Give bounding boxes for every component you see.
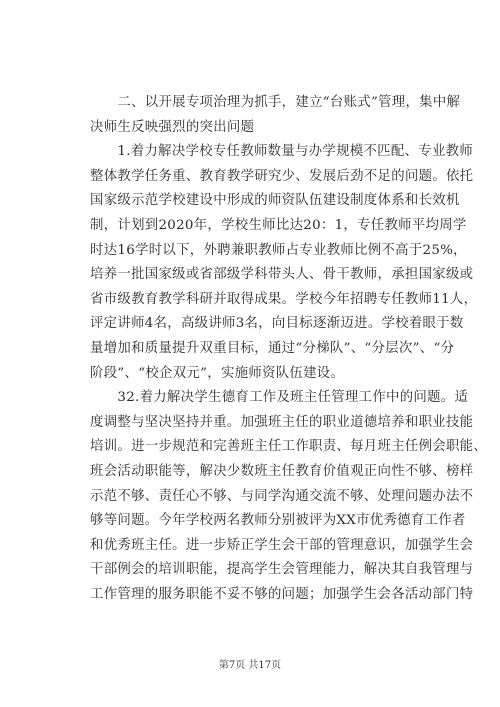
text-line: 评定讲师4名，高级讲师3名，向目标逐渐迈进。学校着眼于数 [90, 316, 464, 332]
paragraph-teachers [90, 140, 478, 386]
text-line: 培训。进一步规范和完善班主任工作职责、每月班主任例会职能、 [90, 439, 488, 455]
text-line: 工作管理的服务职能不妥不够的问题；加强学生会各活动部门特 [90, 586, 474, 602]
text-line: 班会活动职能等，解决少数班主任教育价值观正向性不够、榜样 [90, 463, 474, 479]
text-line: 够等问题。今年学校两名教师分别被评为XX市优秀德育工作者 [90, 513, 466, 529]
text-line: 量增加和质量提升双重目标，通过“分梯队”、“分层次”、“分 [90, 340, 455, 356]
body-text [90, 91, 488, 607]
text-line: 整体教学任务重、教育教学研究少、发展后劲不足的问题。依托 [90, 168, 474, 184]
text-line: 制，计划到2020年，学校生师比达20：1，专任教师平均周学 [90, 217, 467, 233]
text-line: 干部例会的培训职能，提高学生会管理能力，解决其自我管理与 [90, 562, 474, 578]
paragraph-moral-education [90, 386, 488, 607]
text-line: 32.着力解决学生德育工作及班主任管理工作中的问题。适 [90, 390, 469, 406]
text-line: 1.着力解决学校专任教师数量与办学规模不匹配、专业教师 [90, 144, 474, 160]
text-line: 度调整与坚决坚持并重。加强班主任的职业道德培养和职业技能 [90, 414, 474, 430]
text-line: 示范不够、责任心不够、与同学沟通交流不够、处理问题办法不 [90, 488, 474, 504]
text-line: 培养一批国家级或省部级学科带头人、骨干教师，承担国家级或 [90, 267, 474, 283]
page-number-footer: 第7页 共17页 [218, 660, 282, 671]
text-line: 国家级示范学校建设中形成的师资队伍建设制度体系和长效机 [90, 193, 460, 209]
text-line: 和优秀班主任。进一步矫正学生会干部的管理意识，加强学生会 [90, 537, 474, 553]
text-line: 决师生反映强烈的突出问题 [90, 119, 255, 135]
section-heading [90, 91, 461, 140]
text-line: 省市级教育教学科研并取得成果。学校今年招聘专任教师11人， [90, 291, 478, 307]
text-line: 时达16学时以下，外聘兼职教师占专业教师比例不高于25%， [90, 242, 467, 258]
text-line: 阶段”、“校企双元”，实施师资队伍建设。 [90, 365, 345, 381]
text-line: 二、以开展专项治理为抓手，建立“台账式”管理，集中解 [90, 95, 461, 110]
